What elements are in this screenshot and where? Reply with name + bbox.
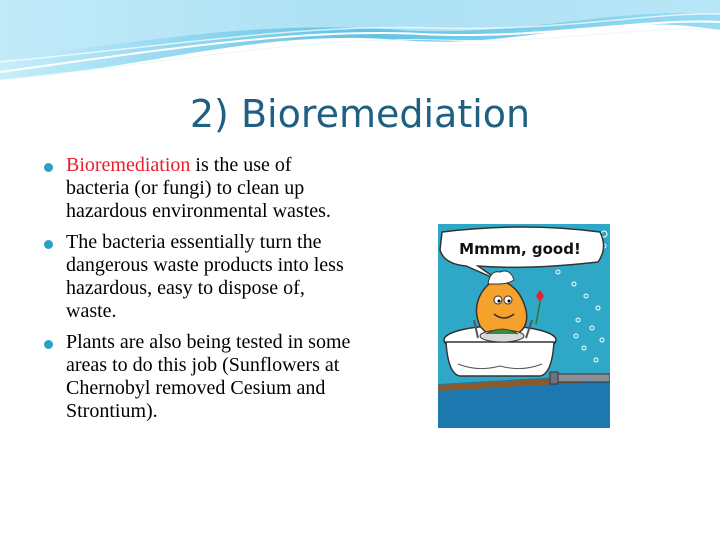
speech-bubble-text: Mmmm, good!	[459, 240, 581, 258]
bullet-icon	[44, 240, 53, 249]
bullet-item	[44, 154, 354, 223]
bacteria-cartoon-image	[438, 224, 610, 428]
bullet-list	[44, 154, 354, 431]
slide-title: 2) Bioremediation	[189, 92, 531, 136]
bullet-item	[44, 231, 354, 323]
bullet-icon	[44, 340, 53, 349]
term-highlight: Bioremediation	[66, 154, 191, 176]
bullet-text: The bacteria essentially turn the dangerous waste products into less hazardous, easy to dispose of, waste.	[66, 231, 344, 322]
bullet-text: Plants are also being tested in some areas to do this job (Sunflowers at Chernobyl removed Cesium and Strontium).	[66, 331, 351, 422]
bullet-text: is the use of bacteria (or fungi) to clean up hazardous environmental wastes.	[66, 154, 331, 222]
bullet-icon	[44, 163, 53, 172]
bullet-item	[44, 331, 354, 423]
header-wave-decoration	[0, 0, 720, 90]
